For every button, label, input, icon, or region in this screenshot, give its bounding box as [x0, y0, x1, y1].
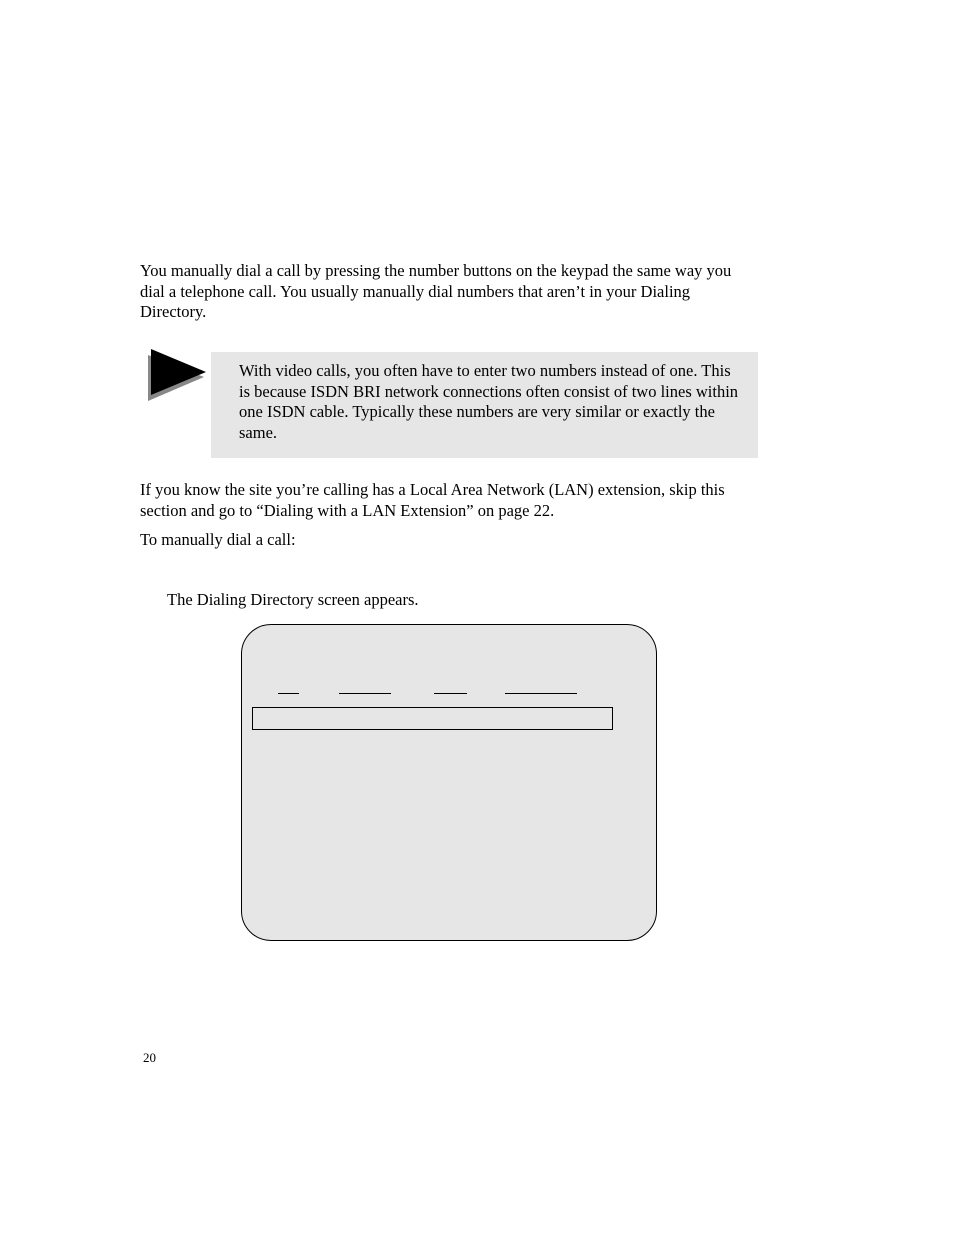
screen-column-header: [434, 693, 467, 694]
lan-paragraph: If you know the site you’re calling has a Local Area Network (LAN) extension, skip this section and go to “Dialing with a LAN Extension” on page 22.: [140, 480, 725, 520]
screen-selected-row: [252, 707, 613, 730]
screen-column-header: [505, 693, 577, 694]
screen-column-header: [339, 693, 391, 694]
note-text: With video calls, you often have to enter two numbers instead of one. This is because ISDN BRI network connections often consist of two lines within one ISDN cable. Typically these numbers are very similar or exactly the same.: [239, 361, 739, 442]
arrow-right-icon: [146, 347, 210, 403]
step-result: The Dialing Directory screen appears.: [167, 590, 419, 609]
steps-lead: To manually dial a call:: [140, 530, 296, 549]
note-box: [211, 352, 758, 458]
dialing-directory-screen-illustration: [241, 624, 657, 941]
intro-paragraph: You manually dial a call by pressing the number buttons on the keypad the same way you dial a telephone call. You usually manually dial numbers that aren’t in your Dialing Directory.: [140, 261, 732, 321]
page-number: 20: [143, 1050, 156, 1065]
screen-column-header: [278, 693, 299, 694]
